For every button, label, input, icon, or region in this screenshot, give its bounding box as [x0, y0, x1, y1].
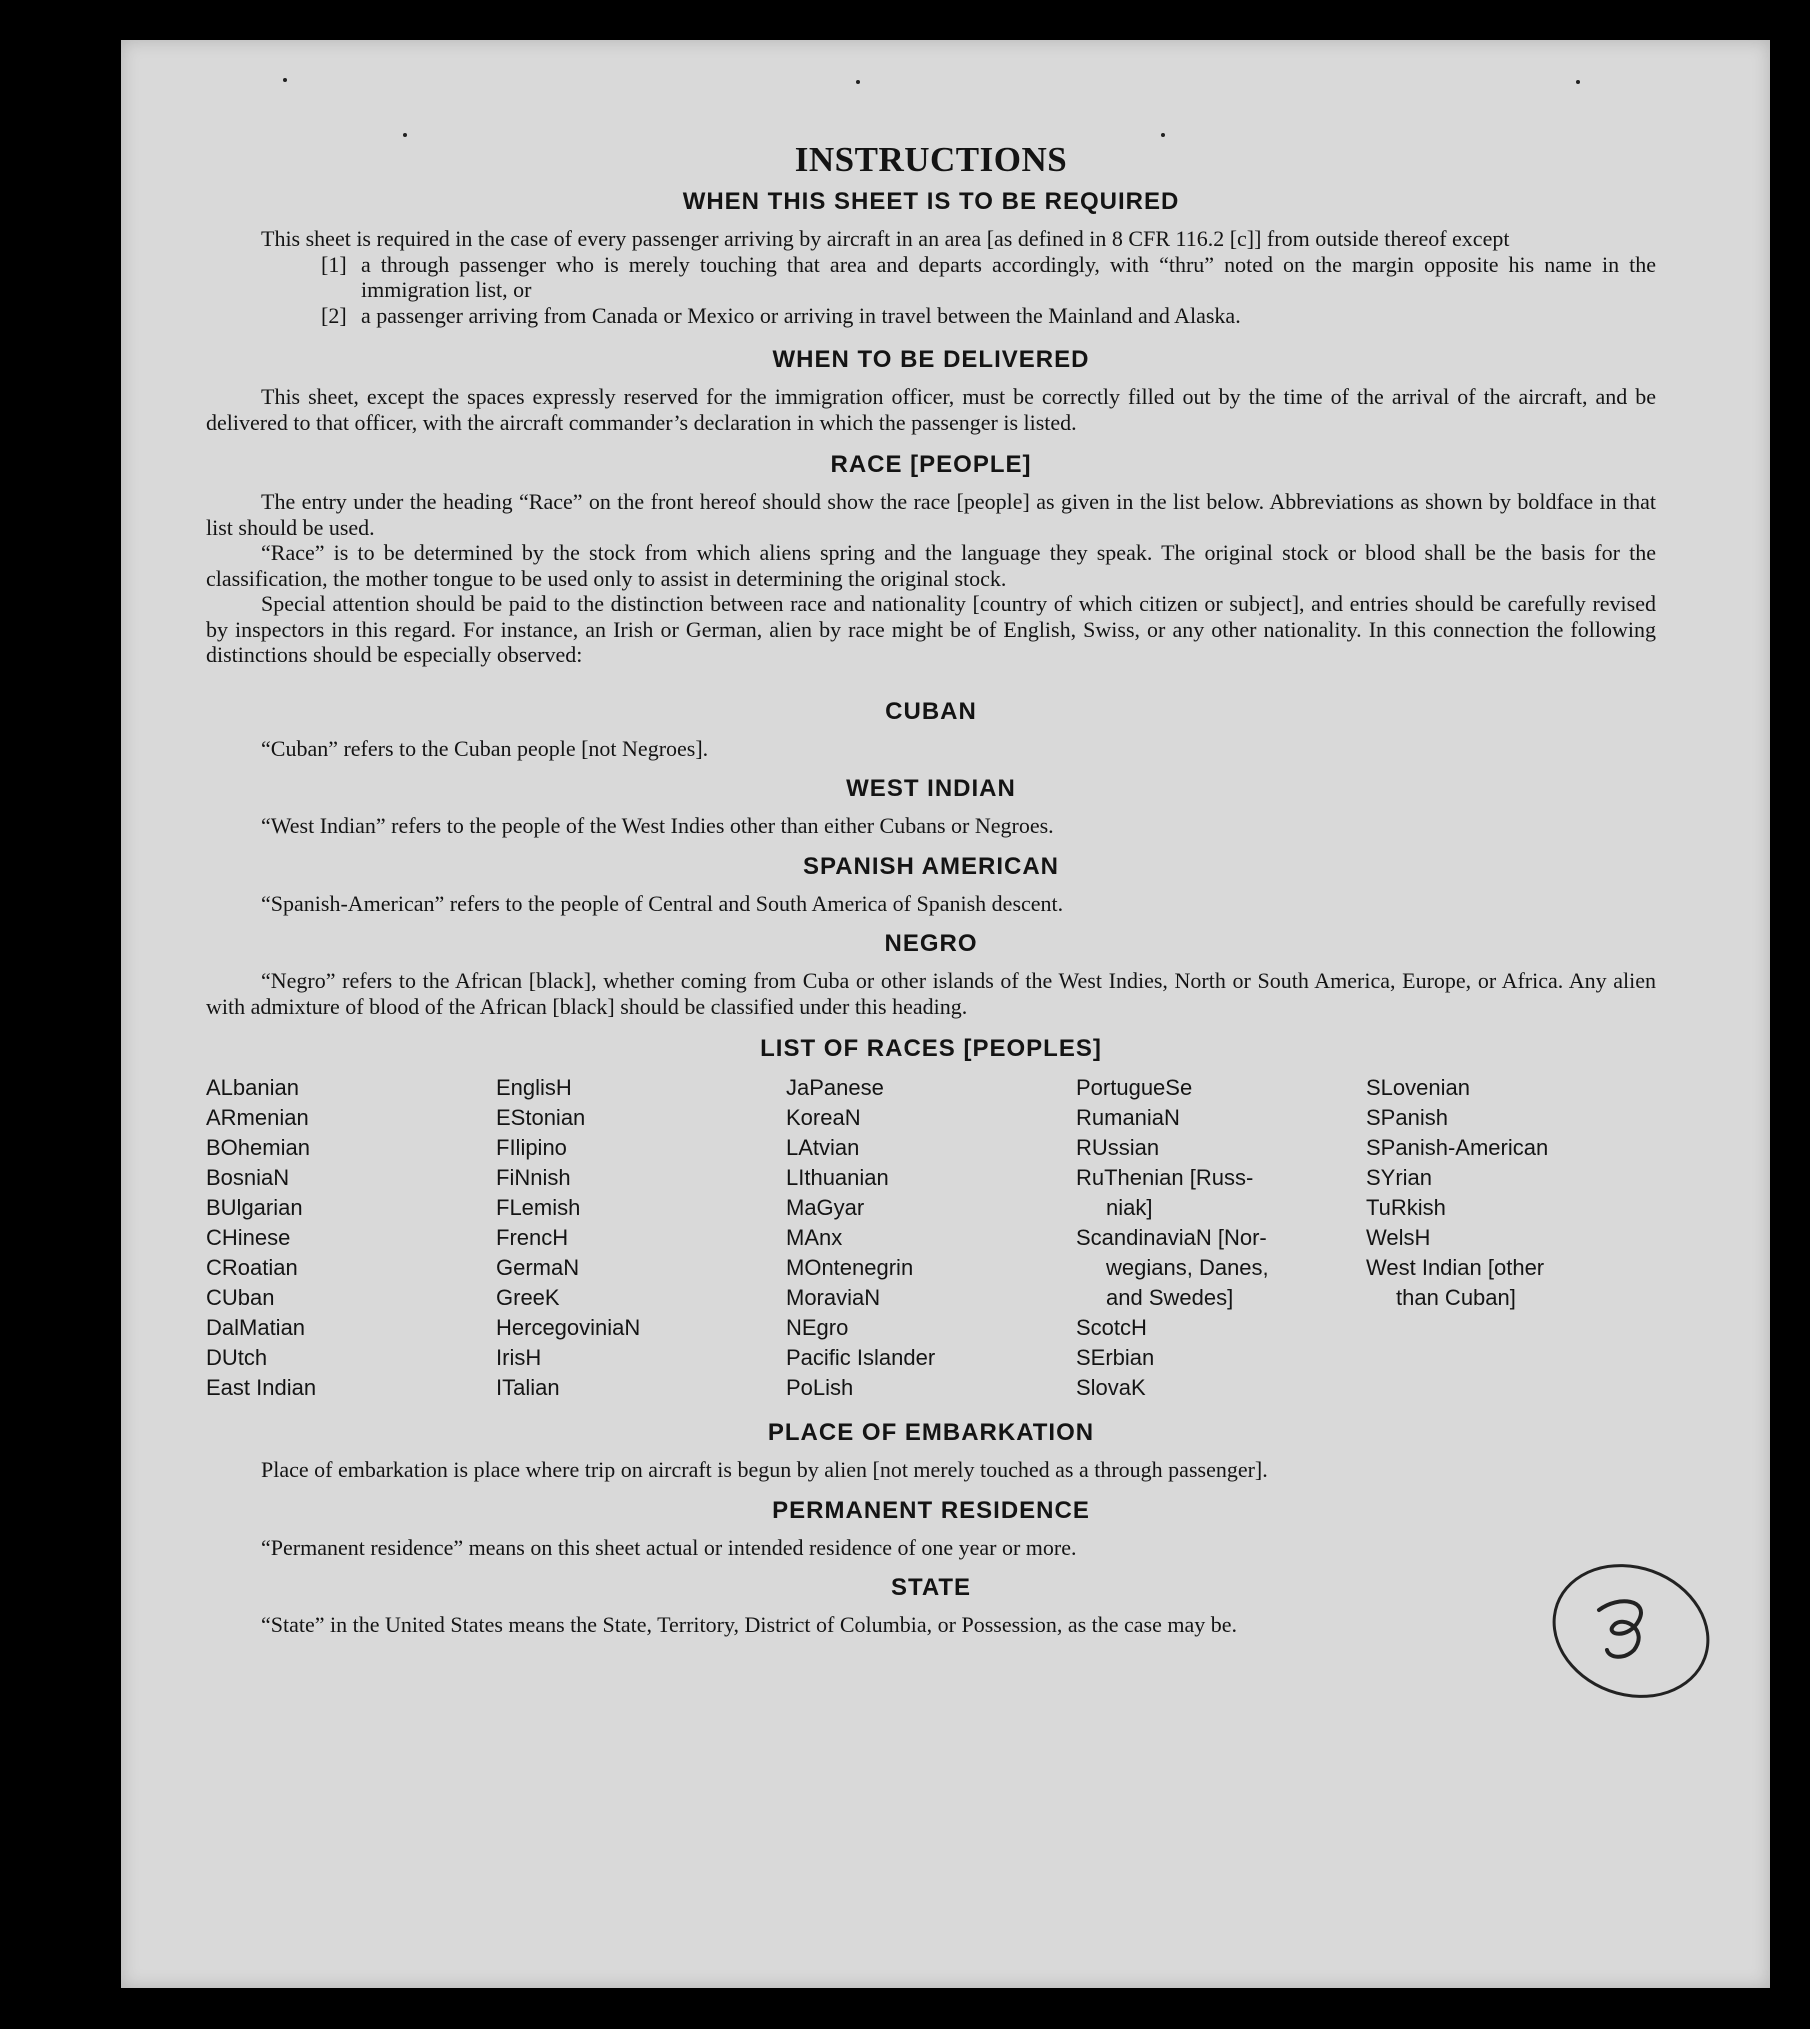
section-heading-west-indian: WEST INDIAN [846, 775, 1016, 802]
race-item: RUssian [1076, 1135, 1160, 1160]
delivered-text: This sheet, except the spaces expressly reserved for the immigration officer, must be correctly filled out by the time of the arrival of the aircraft, and be delivered to that officer, with the aircraft commander’s declaration in which the passenger is listed. [206, 384, 1656, 435]
race-item: than Cuban] [1396, 1285, 1516, 1310]
race-item: TuRkish [1366, 1195, 1446, 1220]
permanent-residence-text: “Permanent residence” means on this sheet actual or intended residence of one year or more. [261, 1534, 1077, 1560]
race-item: CHinese [206, 1225, 291, 1250]
negro-text: “Negro” refers to the African [black], whether coming from Cuba or other islands of the West Indies, North or South America, Europe, or Africa. Any alien with admixture of blood of the African [black] should be classified under this heading. [206, 968, 1656, 1019]
race-item: MoraviaN [786, 1285, 881, 1310]
section-heading-negro: NEGRO [884, 930, 978, 957]
race-item: MAnx [786, 1225, 843, 1250]
race-item: ALbanian [206, 1075, 299, 1100]
races-column-1 [206, 1073, 496, 1403]
item-text: a through passenger who is merely touching that area and departs accordingly, with “thru” noted on the margin opposite his name in the immigration list, or [361, 251, 1656, 302]
race-item: niak] [1106, 1195, 1153, 1220]
section-heading-race: RACE [PEOPLE] [830, 451, 1032, 478]
race-item: wegians, Danes, [1106, 1255, 1269, 1280]
section-heading-delivered: WHEN TO BE DELIVERED [772, 346, 1090, 373]
item-number: [1] [321, 251, 347, 277]
race-item: SlovaK [1076, 1375, 1146, 1400]
race-item: MOntenegrin [786, 1255, 914, 1280]
race-item: Pacific Islander [786, 1345, 936, 1370]
race-item: DalMatian [206, 1315, 306, 1340]
spanish-american-text: “Spanish-American” refers to the people of Central and South America of Spanish descent. [261, 890, 1064, 916]
race-item: ScandinaviaN [Nor- [1076, 1225, 1267, 1250]
race-item: KoreaN [786, 1105, 861, 1130]
speck [283, 78, 287, 82]
race-item: JaPanese [786, 1075, 884, 1100]
races-column-3 [786, 1073, 1076, 1403]
speck [1576, 80, 1580, 84]
race-item: MaGyar [786, 1195, 865, 1220]
handwritten-mark [1579, 1590, 1679, 1670]
race-item: SPanish-American [1366, 1135, 1549, 1160]
exception-item-2 [321, 303, 1656, 329]
race-item: SErbian [1076, 1345, 1155, 1370]
section-heading-permanent-residence: PERMANENT RESIDENCE [772, 1496, 1090, 1524]
race-item: FiNnish [496, 1165, 571, 1190]
page-title: INSTRUCTIONS [794, 140, 1068, 179]
races-column-4 [1076, 1073, 1366, 1403]
section-heading-state: STATE [890, 1574, 972, 1601]
exception-item-1 [321, 252, 1656, 303]
race-item: EnglisH [496, 1075, 572, 1100]
race-item: ITalian [496, 1375, 560, 1400]
race-paragraph-3: Special attention should be paid to the distinction between race and nationality [country of which citizen or subject], and entries should be carefully revised by inspectors in this regard. For instance, an Irish or German, alien by race might be of English, Swiss, or any other nationality. In this connection the following distinctions should be especially observed: [206, 591, 1656, 667]
races-column-5 [1366, 1073, 1656, 1403]
race-item: ARmenian [206, 1105, 309, 1130]
section-heading-embarkation: PLACE OF EMBARKATION [767, 1419, 1095, 1446]
race-item: LIthuanian [786, 1165, 889, 1190]
race-item: DUtch [206, 1345, 268, 1370]
section-heading-cuban: CUBAN [885, 697, 977, 725]
race-item: East Indian [206, 1375, 317, 1400]
instructions-body [206, 140, 1656, 1638]
race-paragraph-1: The entry under the heading “Race” on the front hereof should show the race [people] as given in the list below. Abbreviations as shown by boldface in that list should be used. [206, 489, 1656, 540]
speck [1161, 133, 1165, 137]
race-item: RuThenian [Russ- [1076, 1165, 1254, 1190]
section-heading-spanish-american: SPANISH AMERICAN [802, 852, 1059, 880]
race-item: SPanish [1366, 1105, 1448, 1130]
embarkation-text: Place of embarkation is place where trip on aircraft is begun by alien [not merely touched as a through passenger]. [261, 1457, 1268, 1482]
required-text: This sheet is required in the case of every passenger arriving by aircraft in an area [as defined in 8 CFR 116.2 [c]] from outside thereof except [261, 226, 1510, 251]
race-item: PortugueSe [1076, 1075, 1193, 1100]
race-item: and Swedes] [1106, 1285, 1234, 1310]
item-number: [2] [321, 302, 347, 328]
race-item: SLovenian [1366, 1075, 1470, 1100]
race-item: FLemish [496, 1195, 581, 1220]
race-item: EStonian [496, 1105, 586, 1130]
race-item: GreeK [496, 1285, 560, 1310]
race-paragraph-2: “Race” is to be determined by the stock from which aliens spring and the language they speak. The original stock or blood shall be the basis for the classification, the mother tongue to be used only to assist in determining the original stock. [206, 540, 1656, 591]
race-item: ScotcH [1076, 1315, 1147, 1340]
races-column-2 [496, 1073, 786, 1403]
race-item: IrisH [496, 1345, 542, 1370]
race-item: WelsH [1366, 1225, 1431, 1250]
race-item: HercegoviniaN [496, 1315, 641, 1340]
race-item: West Indian [other [1366, 1255, 1545, 1280]
race-item: LAtvian [786, 1135, 860, 1160]
west-indian-text: “West Indian” refers to the people of the West Indies other than either Cubans or Negroes. [261, 813, 1054, 838]
race-item: RumaniaN [1076, 1105, 1180, 1130]
race-item: BosniaN [206, 1165, 290, 1190]
race-item: PoLish [786, 1375, 854, 1400]
speck [403, 133, 407, 137]
document-page [121, 40, 1770, 1988]
race-item: FIlipino [496, 1135, 567, 1160]
race-item: SYrian [1366, 1165, 1433, 1190]
section-heading-list-of-races: LIST OF RACES [PEOPLES] [760, 1035, 1102, 1062]
race-item: NEgro [786, 1315, 849, 1340]
race-item: BUlgarian [206, 1195, 303, 1220]
item-text: a passenger arriving from Canada or Mexico or arriving in travel between the Mainland and Alaska. [361, 302, 1241, 328]
race-item: CUban [206, 1285, 275, 1310]
races-list [206, 1073, 1656, 1403]
race-item: CRoatian [206, 1255, 298, 1280]
race-item: BOhemian [206, 1135, 310, 1160]
speck [856, 80, 860, 84]
state-text: “State” in the United States means the State, Territory, District of Columbia, or Possession, as the case may be. [261, 1612, 1238, 1637]
race-item: FrencH [496, 1225, 569, 1250]
cuban-text: “Cuban” refers to the Cuban people [not Negroes]. [261, 735, 709, 761]
section-heading-required: WHEN THIS SHEET IS TO BE REQUIRED [682, 188, 1180, 215]
race-item: GermaN [496, 1255, 580, 1280]
